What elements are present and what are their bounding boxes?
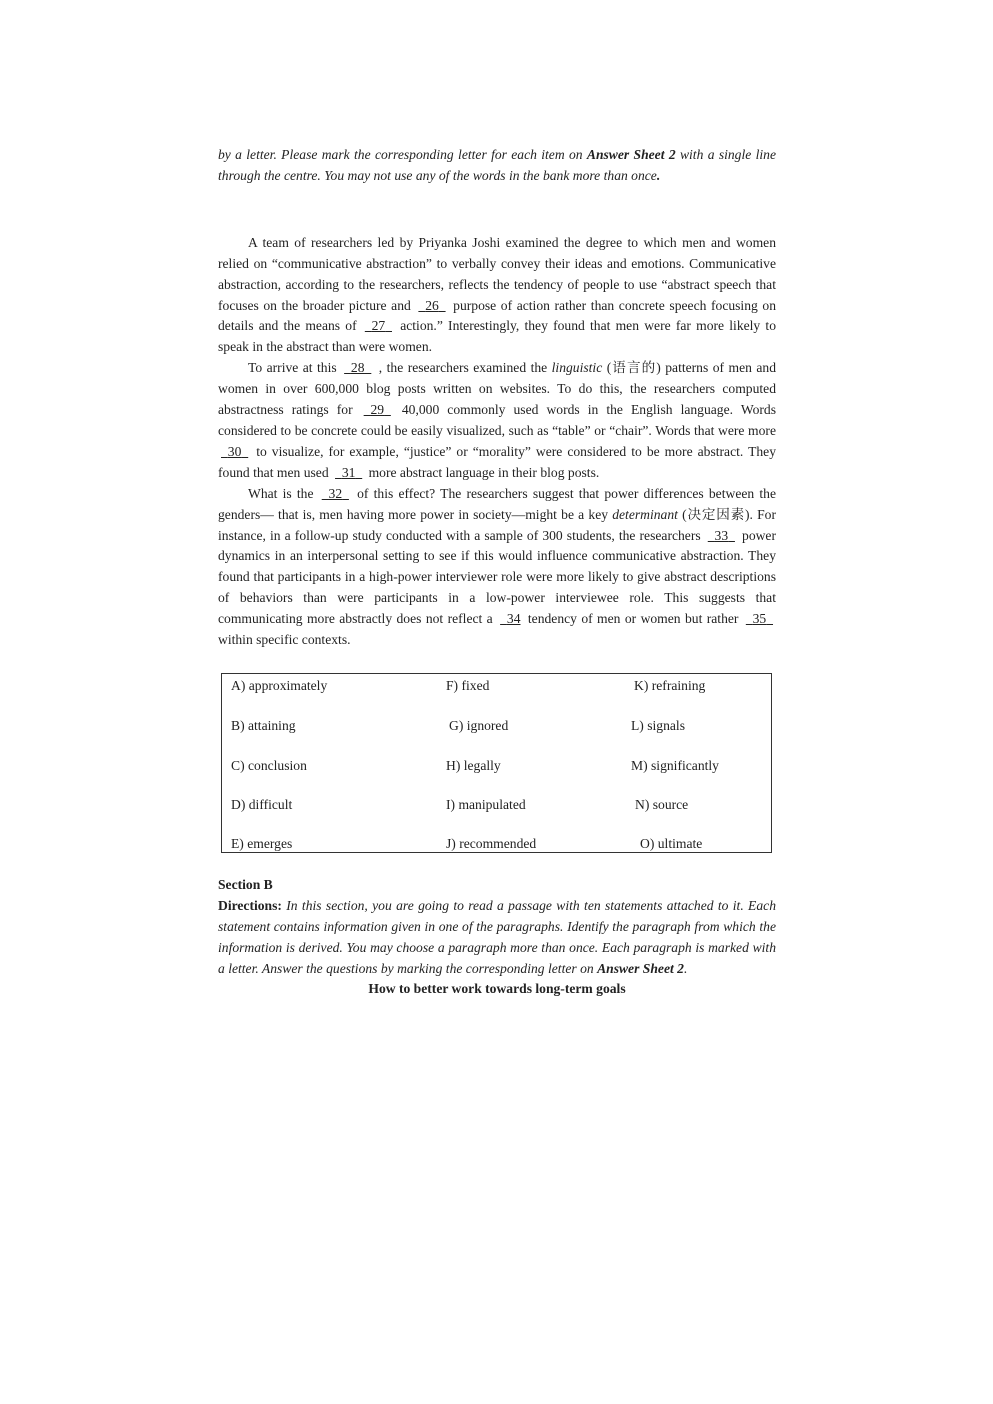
word-bank [221,673,772,853]
gloss-determinant: (决定因素) [682,506,750,522]
passage-text: A team of researchers led by Priyanka Joshi examined the degree to which men and women relied on “communicative abstraction” to verbally convey their ideas and emotions. Communicative abstraction, according to the researchers, reflects the tendency of people to use “abstract speech that focuses on the broader picture and [218,234,776,313]
section-b-title: Section B [218,876,273,892]
section-b-directions [218,896,776,980]
passage-text: action.” Interestingly, they found that men were far more likely to speak in the abstract than were women. [218,318,777,355]
passage-text: . For instance, in a follow-up study conducted with a sample of 300 students, the researchers [218,506,777,543]
blank-34[interactable]: 34 [506,611,521,627]
passage-text: within specific contexts. [218,632,351,648]
passage-text: tendency of men or women but rather [523,611,743,627]
word-option[interactable]: M) significantly [631,757,719,773]
word-option[interactable]: J) recommended [446,835,537,851]
word-option[interactable]: A) approximately [231,677,328,693]
directions-text: with a single line through the centre. You may not use any of the words in the bank more than once [218,147,776,183]
paragraph-2 [218,358,776,483]
blank-29[interactable]: 29 [370,402,385,418]
passage-text: , the researchers examined the [374,360,552,376]
passage-text: patterns of men and women in over 600,000 blog posts written on websites. To do this, the researchers computed abstractness ratings for [218,360,776,418]
paragraph-3 [218,484,776,651]
directions-text: by a letter. Please mark the corresponding letter for each item on [218,147,587,162]
word-option[interactable]: H) legally [446,757,501,773]
blank-33[interactable]: 33 [714,527,729,543]
directions-period: . [656,167,661,183]
exam-page [218,145,776,1000]
passage-text: of this effect? The researchers suggest that power differences between the genders— that is, men having more power in society—might be a key [218,485,776,522]
word-option[interactable]: K) refraining [634,677,706,693]
answer-sheet-label: Answer Sheet 2 [586,147,676,162]
word-option[interactable]: O) ultimate [640,835,703,851]
blank-31[interactable]: 31 [341,464,356,480]
word-option[interactable]: D) difficult [231,796,293,812]
directions-text: In this section, you are going to read a passage with ten statements attached to it. Each statement contains information given in one of the paragraphs. Identify the paragraph from which the information is derived. You may choose a paragraph more than once. Each paragraph is marked with a letter. Answer the questions by marking the corresponding letter on [218,897,776,976]
answer-sheet-label: Answer Sheet 2 [597,960,684,976]
gloss-linguistic: (语言的) [602,360,661,376]
passage-text: power dynamics in an interpersonal setting to see if this would influence communicative abstraction. They found that participants in a high-power interviewer role were more likely to give abstract descriptions of behaviors than were participants in a low-power interviewee role. This suggests that communicating more abstractly does not reflect a [218,527,776,627]
passage-text: What is the [248,485,319,501]
directions-label: Directions: [218,897,282,913]
passage-text: 40,000 commonly used words in the English language. Words considered to be concrete could be easily visualized, such as “table” or “chair”. Words that were more [218,402,776,438]
passage-text: to visualize, for example, “justice” or “morality” were considered to be more abstract. They found that men used [218,443,776,480]
blank-28[interactable]: 28 [350,360,365,376]
paragraph-1 [218,233,776,358]
passage-text: purpose of action rather than concrete speech focusing on details and the means of [218,297,776,334]
word-option[interactable]: N) source [635,796,689,812]
word-option[interactable]: B) attaining [231,717,296,733]
word-option[interactable]: I) manipulated [446,796,526,812]
word-option[interactable]: G) ignored [449,717,509,733]
word-option[interactable]: E) emerges [231,835,293,851]
blank-30[interactable]: 30 [227,443,242,459]
word-option[interactable]: L) signals [631,717,685,733]
word-option[interactable]: F) fixed [446,677,490,693]
blank-26[interactable]: 26 [425,297,439,313]
term-linguistic: linguistic [551,360,603,376]
article-title: How to better work towards long-term goals [368,981,626,997]
blank-27[interactable]: 27 [371,318,386,334]
section-a-directions [218,145,776,187]
blank-32[interactable]: 32 [328,485,343,501]
cloze-passage [218,233,776,651]
word-option[interactable]: C) conclusion [231,757,307,773]
passage-text: To arrive at this [248,360,342,376]
passage-text: more abstract language in their blog posts. [365,464,600,480]
section-b [218,875,776,1000]
blank-35[interactable]: 35 [752,611,767,627]
term-determinant: determinant [612,506,678,522]
directions-period: . [683,960,688,976]
